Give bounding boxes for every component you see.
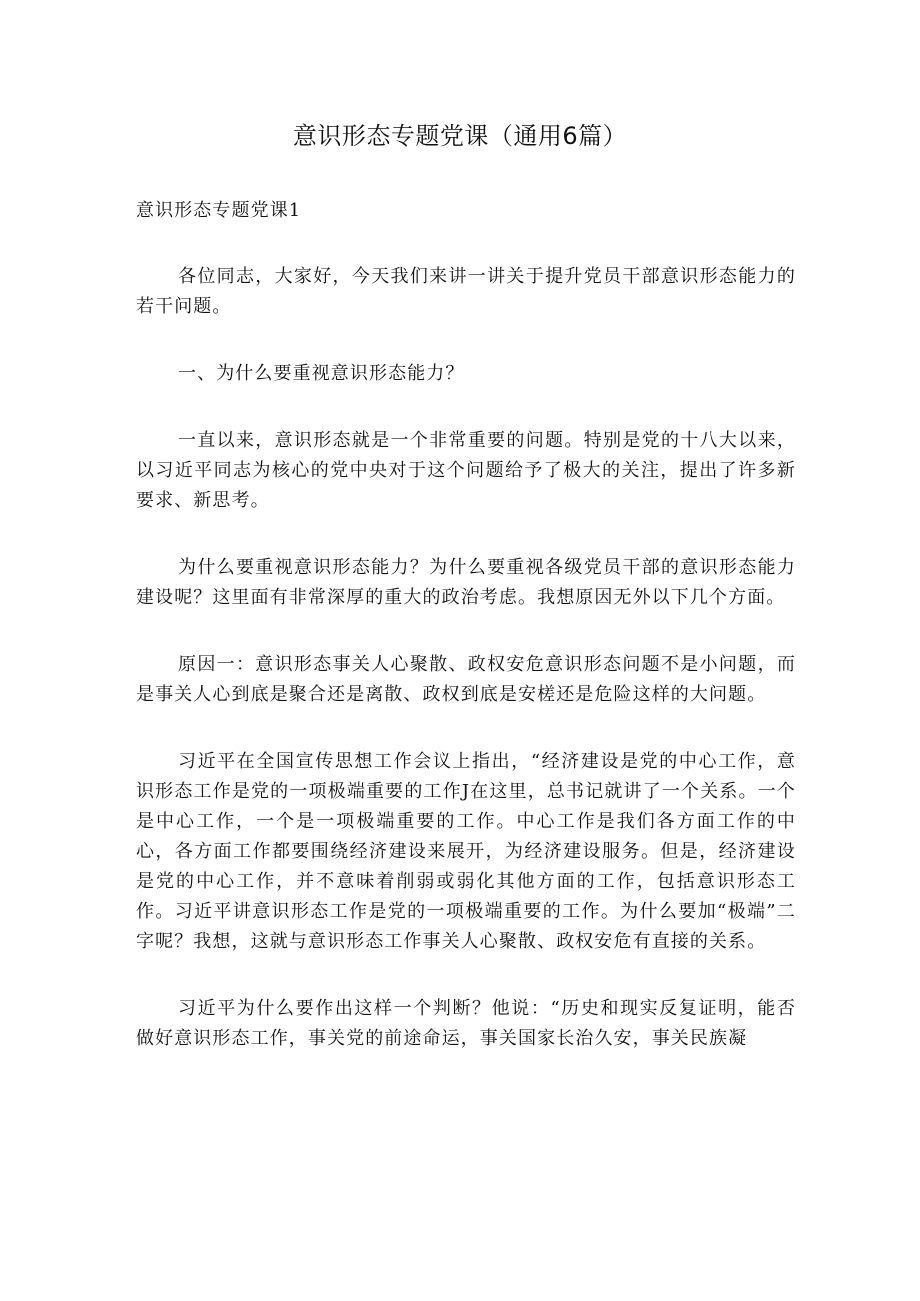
document-title: 意识形态专题党课（通用6篇） (292, 122, 628, 150)
paragraph-judgment: 习近平为什么要作出这样一个判断？他说：“历史和现实反复证明，能否做好意识形态工作，事关党的前途命运，事关国家长治久安，事关民族凝 (136, 998, 796, 1049)
paragraph-background: 一直以来，意识形态就是一个非常重要的问题。特别是党的十八大以来，以习近平同志为核心的党中央对于这个问题给予了极大的关注，提出了许多新要求、新思考。 (136, 430, 796, 511)
document-body (136, 196, 796, 1091)
section-heading: 一、为什么要重视意识形态能力？ (178, 363, 465, 384)
paragraph-quote: 习近平在全国宣传思想工作会议上指出，“经济建设是党的中心工作，意识形态工作是党的一项极端重要的工作J在这里，总书记就讲了一个关系。一个是中心工作，一个是一项极端重要的工作。中心工作是我们各方面工作的中心，各方面工作都要围绕经济建设来展开，为经济建设服务。但是，经济建设是党的中心工作，并不意味着削弱或弱化其他方面的工作，包括意识形态工作。习近平讲意识形态工作是党的一项极端重要的工作。为什么要加“极端”二字呢？我想，这就与意识形态工作事关人心聚散、政权安危有直接的关系。 (136, 751, 796, 952)
section-subtitle: 意识形态专题党课1 (136, 200, 302, 221)
paragraph-question: 为什么要重视意识形态能力？为什么要重视各级党员干部的意识形态能力建设呢？这里面有非常深厚的重大的政治考虑。我想原因无外以下几个方面。 (136, 557, 796, 608)
paragraph-reason-one: 原因一：意识形态事关人心聚散、政权安危意识形态问题不是小问题，而是事关人心到底是聚合还是离散、政权到底是安槎还是危险这样的大问题。 (136, 654, 796, 705)
paragraph-greeting: 各位同志，大家好，今天我们来讲一讲关于提升党员干部意识形态能力的若干问题。 (136, 266, 796, 317)
